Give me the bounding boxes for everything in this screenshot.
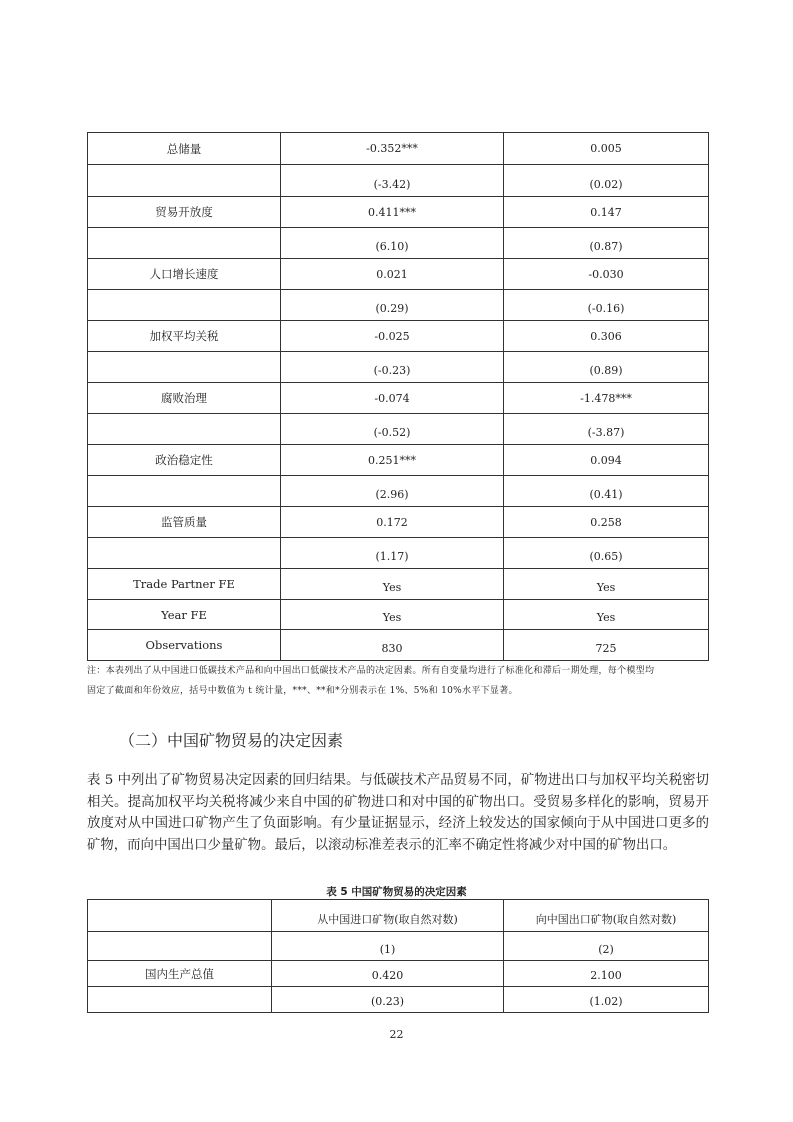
- table-note: [87, 661, 717, 701]
- row-label: Observations: [88, 630, 281, 661]
- row-label: [88, 228, 281, 259]
- col-1-value: -0.074: [281, 383, 504, 414]
- table-row: [88, 259, 709, 290]
- col-2-value: 0.094: [504, 445, 709, 476]
- table-note-line-1: 注：本表列出了从中国进口低碳技术产品和向中国出口低碳技术产品的决定因素。所有自变量均进行了标准化和滞后一期处理，每个模型均: [87, 666, 655, 676]
- col-1-value: (0.29): [281, 290, 504, 321]
- row-label: [88, 987, 272, 1013]
- table-row: [88, 290, 709, 321]
- col-2-value: 0.005: [504, 133, 709, 165]
- row-label: 腐败治理: [88, 383, 281, 414]
- col-2-value: 2.100: [504, 961, 709, 987]
- row-label: 政治稳定性: [88, 445, 281, 476]
- table-row: [88, 600, 709, 630]
- col-2-value: Yes: [504, 600, 709, 630]
- col-1-value: (0.23): [272, 987, 504, 1013]
- col-1-value: (2.96): [281, 476, 504, 507]
- table-5-header-col-2: 向中国出口矿物(取自然对数): [504, 900, 709, 932]
- table-row: [88, 133, 709, 165]
- col-2-value: (-3.87): [504, 414, 709, 445]
- row-label: [88, 352, 281, 383]
- col-2-value: (-0.16): [504, 290, 709, 321]
- table-5-number-row: [88, 932, 709, 961]
- table-row: [88, 987, 709, 1013]
- table-row: [88, 165, 709, 197]
- table-5-number-col-2: (2): [504, 932, 709, 961]
- col-2-value: -1.478***: [504, 383, 709, 414]
- col-1-value: (-3.42): [281, 165, 504, 197]
- col-2-value: (0.65): [504, 538, 709, 569]
- col-2-value: 0.147: [504, 197, 709, 228]
- col-1-value: (6.10): [281, 228, 504, 259]
- body-paragraph: 表 5 中列出了矿物贸易决定因素的回归结果。与低碳技术产品贸易不同，矿物进出口与加权平均关税密切相关。提高加权平均关税将减少来自中国的矿物进口和对中国的矿物出口。受贸易多样化的影响，贸易开放度对从中国进口矿物产生了负面影响。有少量证据显示，经济上较发达的国家倾向于从中国进口更多的矿物，而向中国出口少量矿物。最后，以滚动标准差表示的汇率不确定性将减少对中国的矿物出口。: [87, 773, 709, 853]
- table-5-header-col-1: 从中国进口矿物(取自然对数): [272, 900, 504, 932]
- table-row: [88, 507, 709, 538]
- row-label: [88, 165, 281, 197]
- col-1-value: 0.420: [272, 961, 504, 987]
- table-row: [88, 476, 709, 507]
- col-1-value: (1.17): [281, 538, 504, 569]
- table-row: [88, 445, 709, 476]
- table-row: [88, 569, 709, 600]
- col-2-value: (0.02): [504, 165, 709, 197]
- table-row: [88, 352, 709, 383]
- col-2-value: 725: [504, 630, 709, 661]
- page-number: 22: [389, 1028, 404, 1041]
- table-row: [88, 630, 709, 661]
- row-label: [88, 414, 281, 445]
- row-label: 加权平均关税: [88, 321, 281, 352]
- row-label: 人口增长速度: [88, 259, 281, 290]
- row-label: 国内生产总值: [88, 961, 272, 987]
- table-row: [88, 538, 709, 569]
- table-row: [88, 197, 709, 228]
- table-5-header-row: [88, 900, 709, 932]
- row-label: 贸易开放度: [88, 197, 281, 228]
- table-5-caption: 表 5 中国矿物贸易的决定因素: [326, 886, 467, 898]
- col-1-value: 0.411***: [281, 197, 504, 228]
- table-5-corner-cell: [88, 900, 272, 932]
- col-1-value: 0.172: [281, 507, 504, 538]
- table-row: [88, 961, 709, 987]
- row-label: Year FE: [88, 600, 281, 630]
- table-row: [88, 383, 709, 414]
- regression-table-5: [87, 899, 709, 1013]
- col-2-value: (0.41): [504, 476, 709, 507]
- row-label: [88, 476, 281, 507]
- table-note-line-2: 固定了截面和年份效应，括号中数值为 t 统计量，***、**和*分别表示在 1%、5%和 10%水平下显著。: [87, 686, 518, 696]
- table-row: [88, 321, 709, 352]
- section-title: （二）中国矿物贸易的决定因素: [119, 731, 344, 750]
- col-1-value: Yes: [281, 569, 504, 600]
- table-row: [88, 228, 709, 259]
- col-1-value: (-0.23): [281, 352, 504, 383]
- col-2-value: (0.87): [504, 228, 709, 259]
- row-label: [88, 538, 281, 569]
- row-label: Trade Partner FE: [88, 569, 281, 600]
- row-label: 监管质量: [88, 507, 281, 538]
- col-1-value: -0.352***: [281, 133, 504, 165]
- col-2-value: Yes: [504, 569, 709, 600]
- col-1-value: Yes: [281, 600, 504, 630]
- row-label: [88, 290, 281, 321]
- table-5-number-label: [88, 932, 272, 961]
- col-1-value: (-0.52): [281, 414, 504, 445]
- col-2-value: (0.89): [504, 352, 709, 383]
- col-1-value: 830: [281, 630, 504, 661]
- col-2-value: 0.258: [504, 507, 709, 538]
- col-1-value: 0.021: [281, 259, 504, 290]
- col-2-value: (1.02): [504, 987, 709, 1013]
- col-1-value: -0.025: [281, 321, 504, 352]
- regression-table-4: [87, 132, 709, 661]
- col-2-value: 0.306: [504, 321, 709, 352]
- col-1-value: 0.251***: [281, 445, 504, 476]
- table-row: [88, 414, 709, 445]
- row-label: 总储量: [88, 133, 281, 165]
- col-2-value: -0.030: [504, 259, 709, 290]
- table-5-number-col-1: (1): [272, 932, 504, 961]
